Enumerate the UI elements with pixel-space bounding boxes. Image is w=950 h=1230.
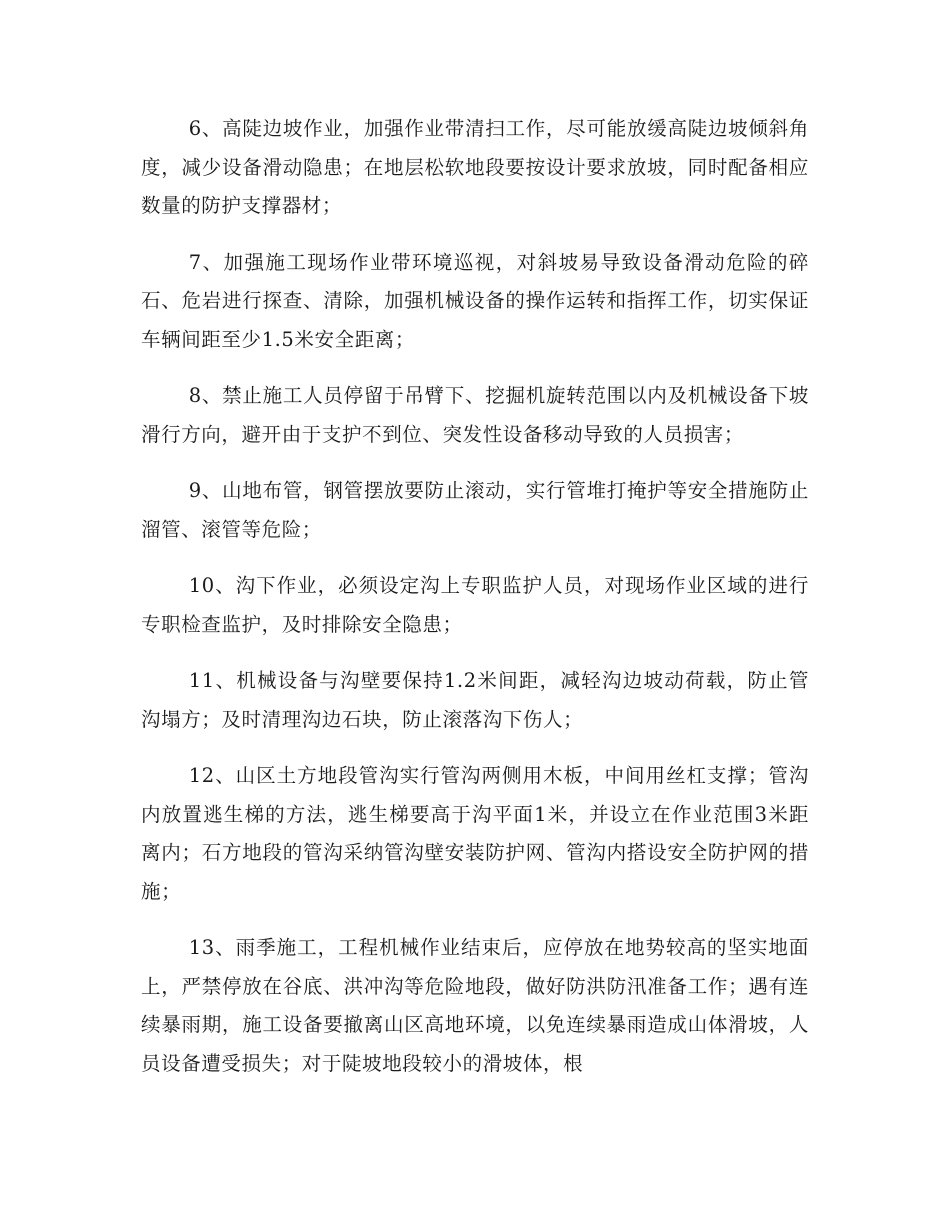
paragraph-item-11: 11、机械设备与沟壁要保持1.2米间距，减轻沟边坡动荷载，防止管沟塌方；及时清理沟边石块，防止滚落沟下伤人； bbox=[141, 669, 809, 731]
paragraph-item-13: 13、雨季施工，工程机械作业结束后，应停放在地势较高的坚实地面上，严禁停放在谷底、洪冲沟等危险地段，做好防洪防汛准备工作；遇有连续暴雨期，施工设备要撤离山区高地环境，以免连续暴雨造成山体滑坡，人员设备遭受损失；对于陡坡地段较小的滑坡体，根 bbox=[141, 936, 809, 1075]
paragraph-item-6: 6、高陡边坡作业，加强作业带清扫工作，尽可能放缓高陡边坡倾斜角度，减少设备滑动隐患；在地层松软地段要按设计要求放坡，同时配备相应数量的防护支撑器材； bbox=[141, 117, 809, 217]
paragraph-item-8: 8、禁止施工人员停留于吊臂下、挖掘机旋转范围以内及机械设备下坡滑行方向，避开由于支护不到位、突发性设备移动导致的人员损害； bbox=[141, 384, 809, 446]
paragraph-item-12: 12、山区土方地段管沟实行管沟两侧用木板，中间用丝杠支撑；管沟内放置逃生梯的方法，逃生梯要高于沟平面1米，并设立在作业范围3米距离内；石方地段的管沟采纳管沟壁安装防护网、管沟内搭设安全防护网的措施； bbox=[141, 764, 809, 903]
paragraph-item-7: 7、加强施工现场作业带环境巡视，对斜坡易导致设备滑动危险的碎石、危岩进行探查、清除，加强机械设备的操作运转和指挥工作，切实保证车辆间距至少1.5米安全距离； bbox=[141, 250, 809, 351]
paragraph-item-10: 10、沟下作业，必须设定沟上专职监护人员，对现场作业区域的进行专职检查监护，及时排除安全隐患； bbox=[141, 574, 809, 636]
document-body bbox=[141, 110, 809, 1101]
paragraph-item-9: 9、山地布管，钢管摆放要防止滚动，实行管堆打掩护等安全措施防止溜管、滚管等危险； bbox=[141, 479, 809, 541]
